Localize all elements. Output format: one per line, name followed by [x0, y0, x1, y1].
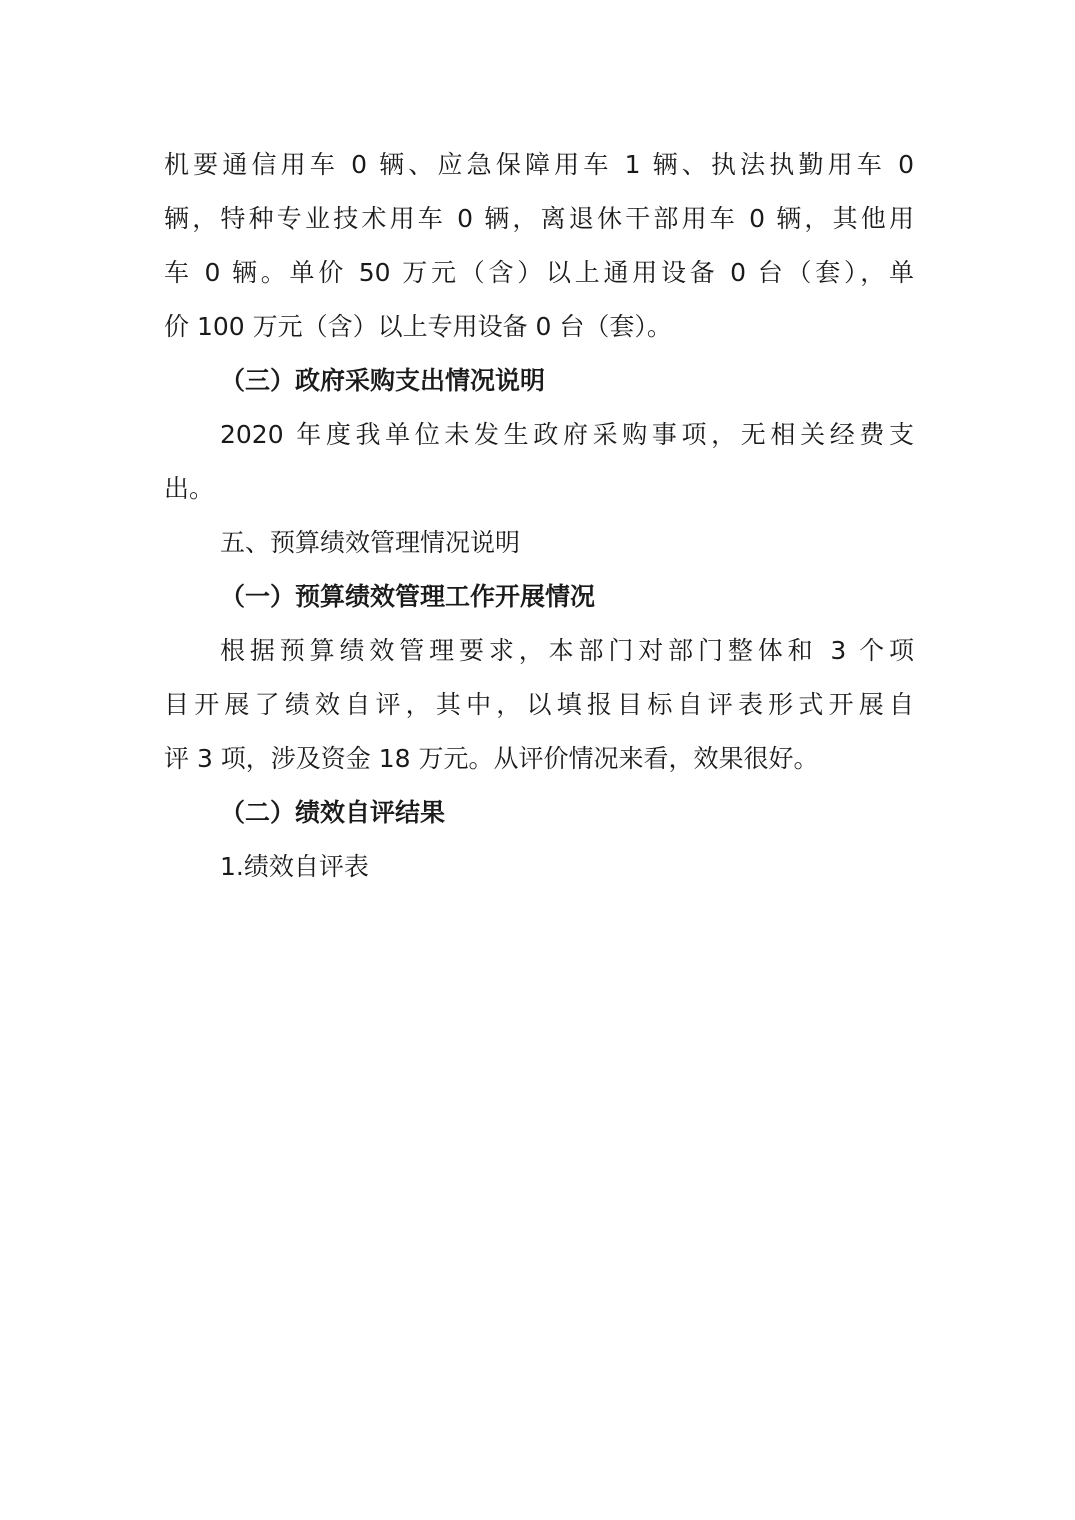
paragraph-performance-line-1: 根据预算绩效管理要求，本部门对部门整体和 3 个项 — [220, 636, 914, 665]
heading-self-evaluation-results: （二）绩效自评结果 — [220, 798, 446, 827]
heading-procurement: （三）政府采购支出情况说明 — [220, 366, 546, 395]
paragraph-performance-line-2: 目开展了绩效自评，其中，以填报目标自评表形式开展自 — [164, 690, 914, 719]
paragraph-vehicles-line-3: 车 0 辆。单价 50 万元（含）以上通用设备 0 台（套），单 — [164, 258, 914, 287]
paragraph-procurement-line-2: 出。 — [164, 474, 215, 503]
item-self-evaluation-table: 1.绩效自评表 — [220, 852, 369, 881]
paragraph-vehicles-line-1: 机要通信用车 0 辆、应急保障用车 1 辆、执法执勤用车 0 — [164, 150, 914, 179]
paragraph-procurement-line-1: 2020 年度我单位未发生政府采购事项，无相关经费支 — [220, 420, 914, 449]
paragraph-vehicles-line-4: 价 100 万元（含）以上专用设备 0 台（套）。 — [164, 312, 672, 341]
document-body — [164, 138, 914, 894]
heading-section-five: 五、预算绩效管理情况说明 — [220, 528, 521, 557]
paragraph-vehicles-line-2: 辆，特种专业技术用车 0 辆，离退休干部用车 0 辆，其他用 — [164, 204, 914, 233]
paragraph-performance-line-3: 评 3 项，涉及资金 18 万元。从评价情况来看，效果很好。 — [164, 744, 819, 773]
heading-performance-work: （一）预算绩效管理工作开展情况 — [220, 582, 596, 611]
